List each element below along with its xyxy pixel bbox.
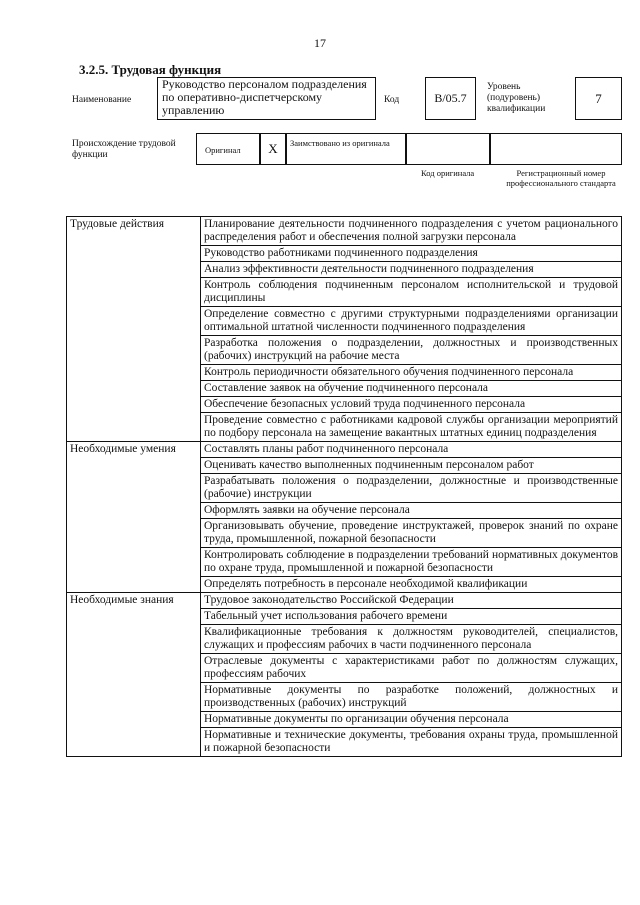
table-cell: Контроль соблюдения подчиненным персоналом исполнительской и трудовой дисциплины — [201, 278, 622, 307]
reg-number-label: Регистрационный номер профессионального стандарта — [506, 168, 616, 188]
table-cell: Обеспечение безопасных условий труда подчиненного персонала — [201, 397, 622, 413]
table-row — [67, 217, 622, 246]
code-label: Код — [384, 95, 400, 105]
table-cell: Нормативные и технические документы, требования охраны труда, промышленной и пожарной безопасности — [201, 728, 622, 757]
category-cell: Необходимые умения — [67, 442, 201, 593]
category-cell: Трудовые действия — [67, 217, 201, 442]
table-cell: Оценивать качество выполненных подчиненным персоналом работ — [201, 458, 622, 474]
table-cell: Контроль периодичности обязательного обучения подчиненного персонала — [201, 365, 622, 381]
table-cell: Разрабатывать положения о подразделении, должностные и производственные (рабочие) инструкции — [201, 474, 622, 503]
table-cell: Организовывать обучение, проведение инструктажей, проверок знаний по охране труда, промышленной, пожарной безопасности — [201, 519, 622, 548]
table-cell: Определять потребность в персонале необходимой квалификации — [201, 577, 622, 593]
table-cell: Нормативные документы по разработке положений, должностных и производственных (рабочих) инструкций — [201, 683, 622, 712]
original-mark: X — [260, 133, 286, 165]
table-cell: Трудовое законодательство Российской Федерации — [201, 593, 622, 609]
table-cell: Отраслевые документы с характеристиками работ по должностям служащих, профессиям рабочих — [201, 654, 622, 683]
code-original-cell — [406, 133, 490, 165]
code-value-box: B/05.7 — [425, 77, 476, 120]
function-name-box: Руководство персоналом подразделения по оперативно-диспетчерскому управлению — [157, 77, 376, 120]
original-label: Оригинал — [205, 145, 241, 155]
origin-label: Происхождение трудовой функции — [72, 139, 176, 160]
table-cell: Проведение совместно с работниками кадровой службы организации мероприятий по подбору персонала на замещение вакантных штатных единиц подразделения — [201, 413, 622, 442]
table-cell: Нормативные документы по организации обучения персонала — [201, 712, 622, 728]
table-cell: Руководство работниками подчиненного подразделения — [201, 246, 622, 262]
table-cell: Квалификационные требования к должностям руководителей, специалистов, служащих и профессиям рабочих в части подчиненного персонала — [201, 625, 622, 654]
page-number: 17 — [314, 36, 326, 50]
function-table — [66, 216, 622, 757]
code-original-label: Код оригинала — [421, 168, 475, 178]
original-cell — [196, 133, 260, 165]
category-cell: Необходимые знания — [67, 593, 201, 757]
table-cell: Разработка положения о подразделении, должностных и производственных (рабочих) инструкций на рабочие места — [201, 336, 622, 365]
section-title: 3.2.5. Трудовая функция — [79, 62, 222, 77]
level-label: Уровень (подуровень) квалификации — [487, 82, 546, 114]
reg-number-cell — [490, 133, 622, 165]
table-cell: Планирование деятельности подчиненного подразделения с учетом рационального распределения работ и обеспечения полной загрузки персонала — [201, 217, 622, 246]
borrowed-label: Заимствовано из оригинала — [286, 133, 406, 165]
table-cell: Табельный учет использования рабочего времени — [201, 609, 622, 625]
table-cell: Оформлять заявки на обучение персонала — [201, 503, 622, 519]
table-row — [67, 442, 622, 458]
level-value-box: 7 — [575, 77, 622, 120]
table-cell: Составлять планы работ подчиненного персонала — [201, 442, 622, 458]
name-label: Наименование — [72, 95, 132, 105]
table-row — [67, 593, 622, 609]
table-cell: Контролировать соблюдение в подразделении требований нормативных документов по охране труда, промышленной и пожарной безопасности — [201, 548, 622, 577]
table-cell: Определение совместно с другими структурными подразделениями организации оптимальной штатной численности подчиненного подразделения — [201, 307, 622, 336]
origin-row — [196, 133, 622, 165]
table-cell: Анализ эффективности деятельности подчиненного подразделения — [201, 262, 622, 278]
table-cell: Составление заявок на обучение подчиненного персонала — [201, 381, 622, 397]
